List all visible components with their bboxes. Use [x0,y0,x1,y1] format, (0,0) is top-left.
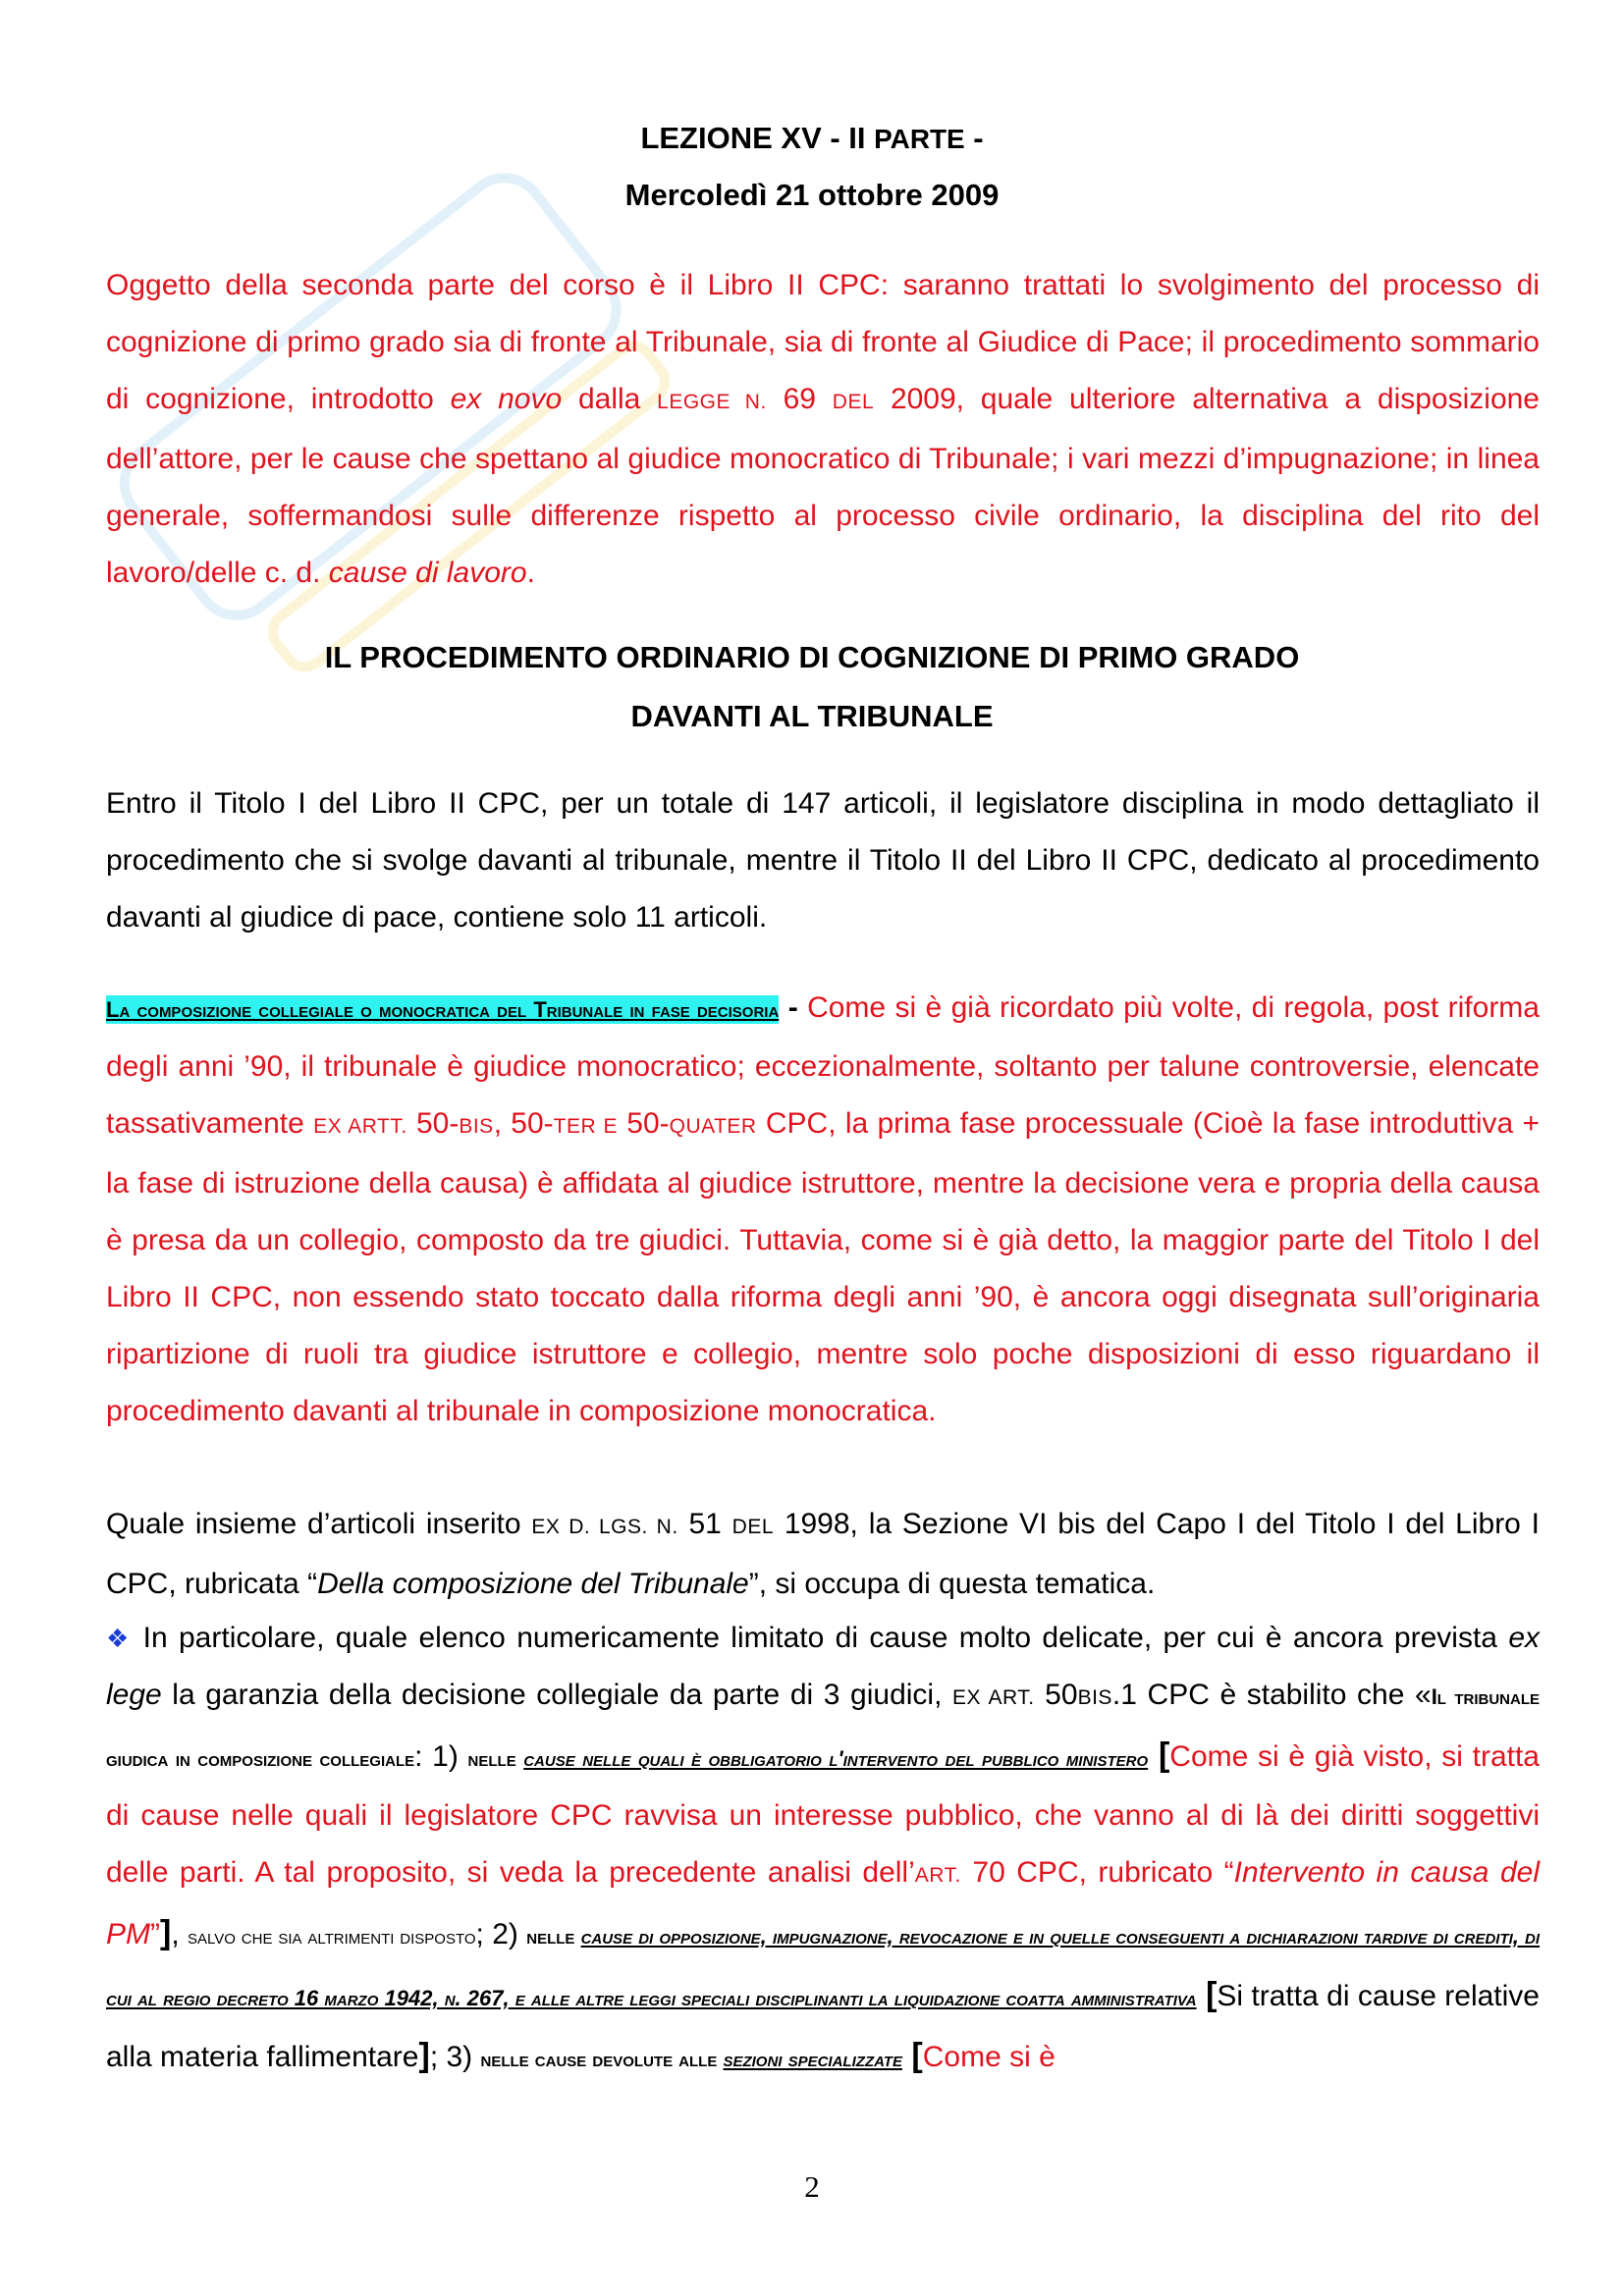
intro-paragraph: Oggetto della seconda parte del corso è il Libro II CPC: saranno trattati lo svolgimento del processo di cognizione di primo grado sia di fronte al Tribunale, sia di fronte al Giudice di Pace; il procedimento sommario di cognizione, introdotto ex novo dalla LEGGE N. 69 DEL 2009, quale ulteriore alternativa a disposizione dell’attore, per le cause che spettano al giudice monocratico di Tribunale; i vari mezzi d’impugnazione; in linea generale, soffermandosi sulle differenze rispetto al processo civile ordinario, la disciplina del rito del lavoro/delle c. d. cause di lavoro. [106,269,1540,589]
section-title: IL PROCEDIMENTO ORDINARIO DI COGNIZIONE DI PRIMO GRADO DAVANTI AL TRIBUNALE [324,640,1300,733]
lesson-title: LEZIONE XV - II PARTE - [640,121,984,155]
composition-heading: La composizione collegiale o monocratica del Tribunale in fase decisoria [106,997,780,1022]
bullet-paragraph: ❖ In particolare, quale elenco numericamente limitato di cause molto delicate, per cui è ancora prevista ex lege la garanzia della decisione collegiale da parte di 3 giudici, EX ART. 50BIS.1 CPC è stabilito che «Il tribunale giudica in composizione collegiale: 1) nelle cause nelle quali è obbligatorio l'intervento del pubblico ministero [Come si è già visto, si tratta di cause nelle quali il legislatore CPC ravvisa un interesse pubblico, che vanno al di là dei diritti soggettivi delle parti. A tal proposito, si veda la precedente analisi dell’ART. 70 CPC, rubricato “Intervento in causa del PM”], salvo che sia altrimenti disposto; 2) nelle cause di opposizione, impugnazione, revocazione e in quelle conseguenti a dichiarazioni tardive di crediti, di cui al regio decreto 16 marzo 1942, n. 267, e alle altre leggi speciali disciplinanti la liquidazione coatta amministrativa [Si tratta di cause relative alla materia fallimentare]; 3) nelle cause devolute alle sezioni specializzate [Come si è [106,1622,1541,2074]
insieme-paragraph: Quale insieme d’articoli inserito EX D. LGS. N. 51 DEL 1998, la Sezione VI bis del Capo I del Titolo I del Libro I CPC, rubricata “Della composizione del Tribunale”, si occupa di questa tematica. [106,1508,1541,1600]
composition-paragraph: La composizione collegiale o monocratica del Tribunale in fase decisoria - Come si è già ricordato più volte, di regola, post riforma degli anni ’90, il tribunale è giudice monocratico; eccezionalmente, soltanto per talune controversie, elencate tassativamente EX ARTT. 50-BIS, 50-TER E 50-QUATER CPC, la prima fase processuale (Cioè la fase introduttiva + la fase di istruzione della causa) è affidata al giudice istruttore, mentre la decisione vera e propria della causa è presa da un collegio, composto da tre giudici. Tuttavia, come si è già detto, la maggior parte del Titolo I del Libro II CPC, non essendo stato toccato dalla riforma degli anni ’90, è ancora oggi disegnata sull’originaria ripartizione di ruoli tra giudice istruttore e collegio, mentre solo poche disposizioni di esso riguardano il procedimento davanti al tribunale in composizione monocratica. [106,991,1540,1427]
lesson-header [0,110,1624,224]
diamond-bullet-icon: ❖ [106,1624,133,1653]
lesson-date: Mercoledì 21 ottobre 2009 [624,178,1000,212]
page-number: 2 [804,2169,820,2204]
titolo-paragraph: Entro il Titolo I del Libro II CPC, per un totale di 147 articoli, il legislatore disciplina in modo dettagliato il procedimento che si svolge davanti al tribunale, mentre il Titolo II del Libro II CPC, dedicato al procedimento davanti al giudice di pace, contiene solo 11 articoli. [106,787,1540,934]
